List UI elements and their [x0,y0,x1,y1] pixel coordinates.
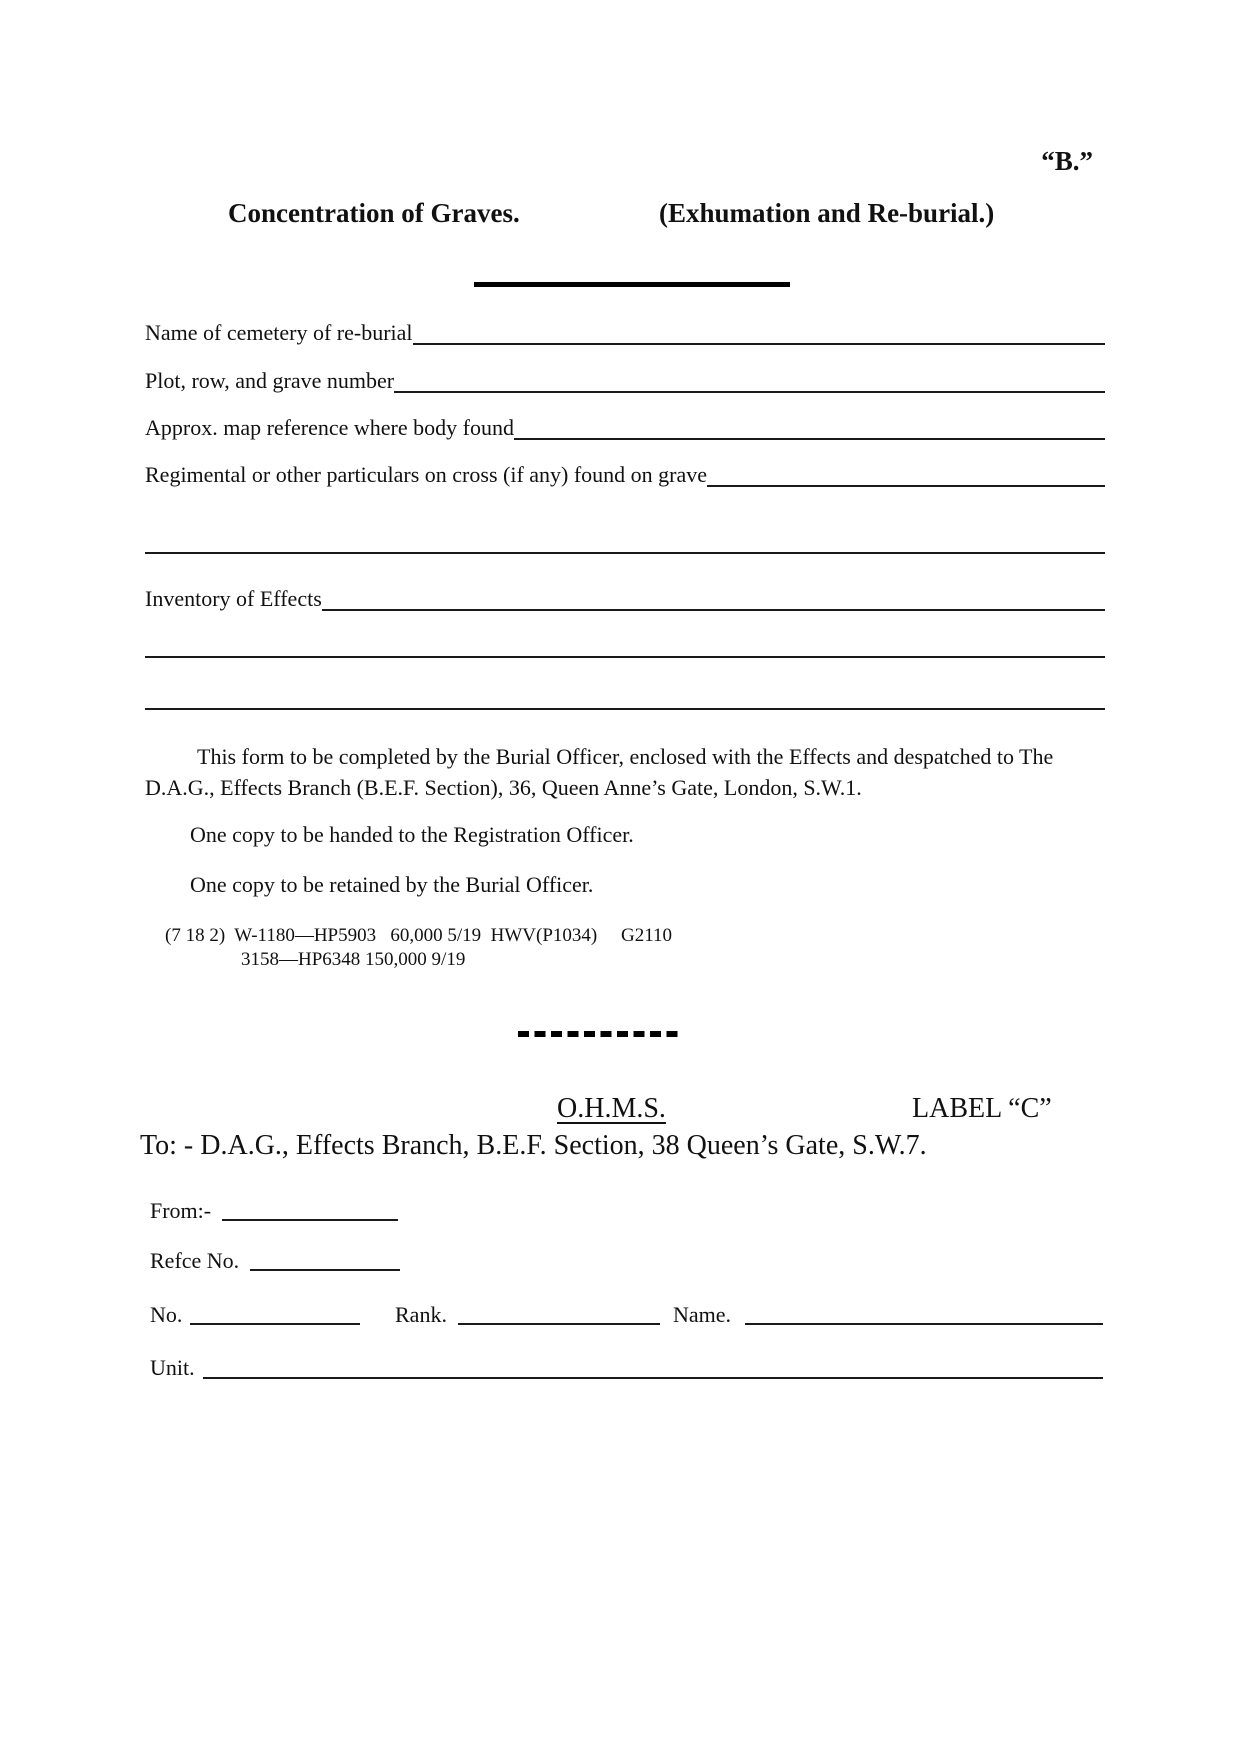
inventory-field-row [145,584,1105,612]
to-address-line: To: - D.A.G., Effects Branch, B.E.F. Section, 38 Queen’s Gate, S.W.7. [140,1130,927,1161]
form-designation-b: “B.” [1041,146,1093,176]
ohms-heading: O.H.M.S. [557,1093,666,1124]
plot-write-line [394,367,1105,393]
map-ref-label: Approx. map reference where body found [145,415,514,440]
no-label: No. [150,1302,183,1327]
dashed-divider [518,1031,682,1037]
no-write-line [190,1323,360,1325]
name-write-line [745,1323,1103,1325]
plot-label: Plot, row, and grave number [145,368,395,393]
cemetery-write-line [413,319,1105,345]
rank-write-line [458,1323,660,1325]
inventory-label: Inventory of Effects [145,586,322,611]
inventory-continuation-line-2 [145,708,1105,710]
label-c-heading: LABEL “C” [912,1093,1052,1124]
title-rule [474,282,790,287]
unit-label: Unit. [150,1355,195,1380]
refce-no-label: Refce No. [150,1248,240,1273]
map-ref-write-line [514,414,1105,440]
copy-burial-note: One copy to be retained by the Burial Officer. [190,872,594,897]
plot-field-row [145,366,1105,394]
inventory-write-line [322,585,1105,611]
regimental-continuation-line [145,552,1105,554]
map-ref-field-row [145,413,1105,441]
regimental-write-line [707,461,1105,487]
inventory-continuation-line-1 [145,656,1105,658]
unit-write-line [203,1377,1103,1379]
from-write-line [222,1219,398,1221]
print-reference-line-2: 3158—HP6348 150,000 9/19 [241,949,466,970]
rank-label: Rank. [395,1302,447,1327]
copy-registration-note: One copy to be handed to the Registration Officer. [190,822,634,847]
despatch-instruction: This form to be completed by the Burial Officer, enclosed with the Effects and despatched to The D.A.G., Effects Branch (B.E.F. Section), 36, Queen Anne’s Gate, London, S.W.1. [145,744,1054,800]
regimental-label: Regimental or other particulars on cross (if any) found on grave [145,462,708,487]
form-title-right: (Exhumation and Re-burial.) [659,198,995,228]
cemetery-field-row [145,318,1105,346]
form-title-left: Concentration of Graves. [228,198,520,228]
name-label: Name. [673,1302,732,1327]
print-reference-line-1: (7 18 2) W-1180—HP5903 60,000 5/19 HWV(P1034) G2110 [165,925,672,946]
refce-no-write-line [250,1269,400,1271]
cemetery-label: Name of cemetery of re-burial [145,320,413,345]
from-label: From:- [150,1198,212,1223]
regimental-field-row [145,460,1105,488]
